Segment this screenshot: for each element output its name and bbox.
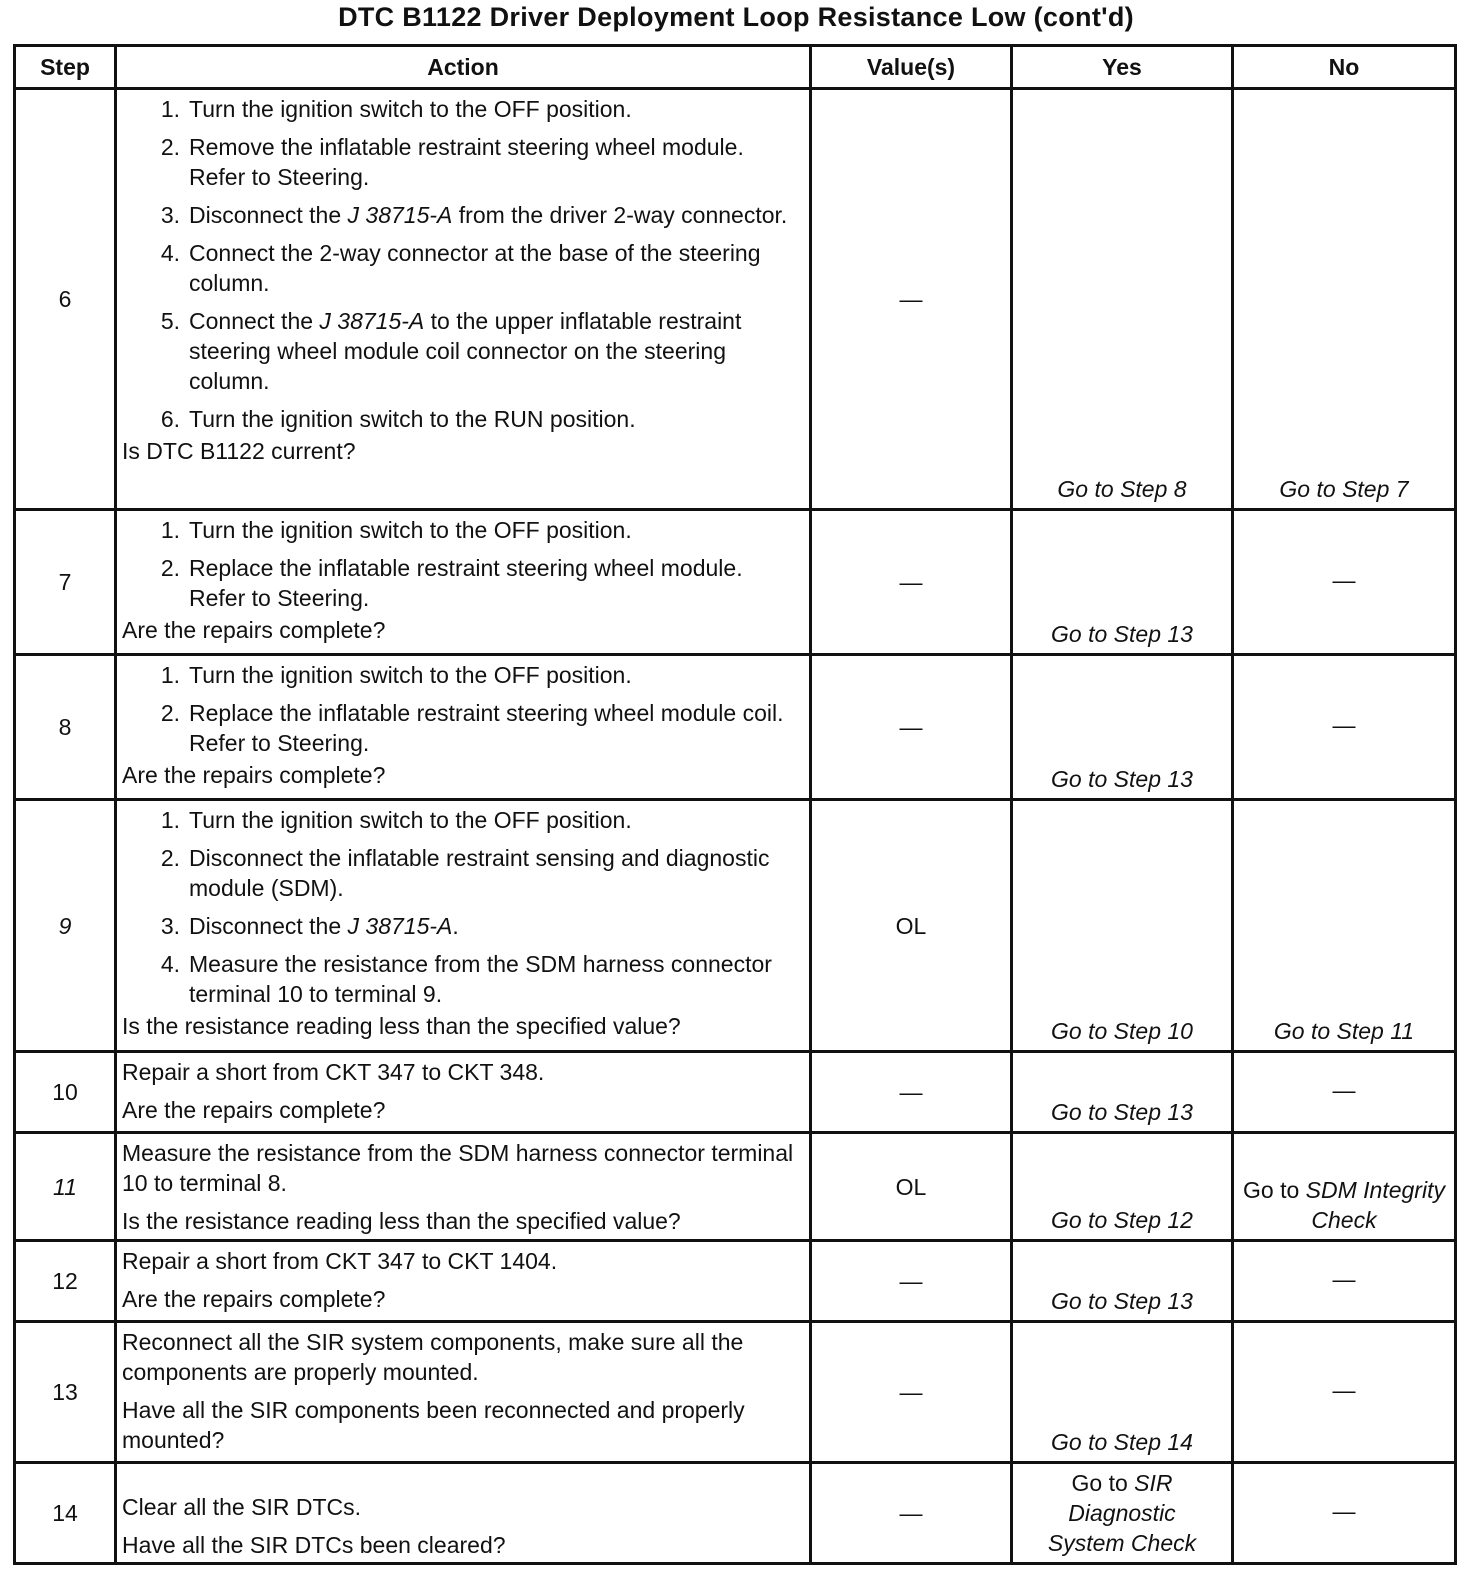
list-item: 3. Disconnect the J 38715-A from the driver 2-way connector. (160, 202, 788, 228)
yes-cell: Go to Step 13 (1012, 1052, 1233, 1133)
action-text: Repair a short from CKT 347 to CKT 348. (122, 1059, 545, 1085)
no-cell: — (1233, 1241, 1456, 1322)
values-header: Value(s) (811, 46, 1012, 89)
sdm-integrity-check-link[interactable]: SDM Integrity Check (1305, 1177, 1445, 1233)
step-number: 8 (15, 655, 116, 800)
no-cell: — (1233, 510, 1456, 655)
step-number: 13 (15, 1322, 116, 1463)
action-text: Reconnect all the SIR system components, make sure all the components are properly mounted. (122, 1329, 744, 1385)
no-cell: — (1233, 1052, 1456, 1133)
check-question: Are the repairs complete? (122, 617, 386, 643)
no-cell: — (1233, 655, 1456, 800)
table-row-step-10 (15, 1052, 1456, 1133)
list-item: 1. Turn the ignition switch to the OFF position. (160, 517, 632, 543)
action-cell (116, 800, 811, 1052)
check-question: Have all the SIR DTCs been cleared? (122, 1532, 506, 1558)
value-cell: — (811, 1322, 1012, 1463)
check-question: Is the resistance reading less than the specified value? (122, 1013, 681, 1039)
action-cell (116, 1463, 811, 1564)
step-number: 9 (15, 800, 116, 1052)
action-cell (116, 655, 811, 800)
step-number: 12 (15, 1241, 116, 1322)
list-item: 2. Remove the inflatable restraint steering wheel module. Refer to Steering. (160, 134, 744, 190)
yes-cell: Go to Step 10 (1012, 800, 1233, 1052)
tool-ref: J 38715-A (319, 308, 425, 334)
table-row-step-7 (15, 510, 1456, 655)
no-cell: Go to Step 11 (1233, 800, 1456, 1052)
action-text: Clear all the SIR DTCs. (122, 1494, 362, 1520)
check-question: Is DTC B1122 current? (122, 438, 356, 464)
yes-cell: Go to Step 12 (1012, 1133, 1233, 1241)
step-header: Step (15, 46, 116, 89)
no-cell: Go to Step 7 (1233, 89, 1456, 510)
yes-header: Yes (1012, 46, 1233, 89)
list-item: 4. Connect the 2-way connector at the base of the steering column. (160, 240, 761, 296)
list-item: 6. Turn the ignition switch to the RUN position. (160, 406, 636, 432)
value-cell: — (811, 655, 1012, 800)
list-item: 1. Turn the ignition switch to the OFF position. (160, 807, 632, 833)
table-row-step-12 (15, 1241, 1456, 1322)
list-item: 2. Disconnect the inflatable restraint sensing and diagnostic module (SDM). (160, 845, 770, 901)
tool-ref: J 38715-A (347, 913, 453, 939)
check-question: Have all the SIR components been reconnected and properly mounted? (122, 1397, 745, 1453)
table-row-step-14 (15, 1463, 1456, 1564)
check-question: Are the repairs complete? (122, 1097, 386, 1123)
action-list (122, 94, 805, 434)
no-cell: Go to SDM Integrity Check (1233, 1133, 1456, 1241)
check-question: Are the repairs complete? (122, 762, 386, 788)
yes-cell: Go to Step 13 (1012, 510, 1233, 655)
list-item: 2. Replace the inflatable restraint steering wheel module coil. Refer to Steering. (160, 700, 784, 756)
table-row-step-6 (15, 89, 1456, 510)
action-list (122, 515, 805, 613)
step-number: 7 (15, 510, 116, 655)
value-cell: OL (811, 1133, 1012, 1241)
list-item: 1. Turn the ignition switch to the OFF position. (160, 96, 632, 122)
action-text: Measure the resistance from the SDM harness connector terminal 10 to terminal 8. (122, 1140, 794, 1196)
table-row-step-13 (15, 1322, 1456, 1463)
action-cell (116, 89, 811, 510)
table-row-step-11 (15, 1133, 1456, 1241)
action-header: Action (116, 46, 811, 89)
sir-diagnostic-system-check-link[interactable]: SIR Diagnostic System Check (1047, 1470, 1197, 1556)
step-number: 11 (15, 1133, 116, 1241)
list-item: 1. Turn the ignition switch to the OFF position. (160, 662, 632, 688)
list-item: 2. Replace the inflatable restraint steering wheel module. Refer to Steering. (160, 555, 743, 611)
table-row-step-8 (15, 655, 1456, 800)
page-title: DTC B1122 Driver Deployment Loop Resistance Low (cont'd) (338, 2, 1134, 32)
action-cell (116, 1241, 811, 1322)
check-question: Is the resistance reading less than the specified value? (122, 1208, 681, 1234)
list-item: 5. Connect the J 38715-A to the upper inflatable restraint steering wheel module coil connector on the steering column. (160, 308, 742, 394)
tool-ref: J 38715-A (347, 202, 453, 228)
yes-cell: Go to Step 8 (1012, 89, 1233, 510)
no-cell: — (1233, 1322, 1456, 1463)
list-item: 3. Disconnect the J 38715-A. (160, 913, 459, 939)
value-cell: — (811, 89, 1012, 510)
step-number: 14 (15, 1463, 116, 1564)
table-row-step-9 (15, 800, 1456, 1052)
action-cell (116, 1133, 811, 1241)
action-text: Repair a short from CKT 347 to CKT 1404. (122, 1248, 558, 1274)
yes-cell: Go to Step 13 (1012, 1241, 1233, 1322)
step-number: 10 (15, 1052, 116, 1133)
yes-cell: Go to SIR Diagnostic System Check (1012, 1463, 1233, 1564)
no-header: No (1233, 46, 1456, 89)
action-list (122, 660, 805, 758)
check-question: Are the repairs complete? (122, 1286, 386, 1312)
header-row (15, 46, 1456, 89)
no-cell: — (1233, 1463, 1456, 1564)
action-cell (116, 1322, 811, 1463)
value-cell: OL (811, 800, 1012, 1052)
action-cell (116, 1052, 811, 1133)
action-cell (116, 510, 811, 655)
yes-cell: Go to Step 14 (1012, 1322, 1233, 1463)
action-list (122, 805, 805, 1009)
step-number: 6 (15, 89, 116, 510)
yes-cell: Go to Step 13 (1012, 655, 1233, 800)
list-item: 4. Measure the resistance from the SDM harness connector terminal 10 to terminal 9. (160, 951, 772, 1007)
value-cell: — (811, 1052, 1012, 1133)
diagnostic-table (13, 44, 1457, 1565)
value-cell: — (811, 510, 1012, 655)
value-cell: — (811, 1463, 1012, 1564)
value-cell: — (811, 1241, 1012, 1322)
